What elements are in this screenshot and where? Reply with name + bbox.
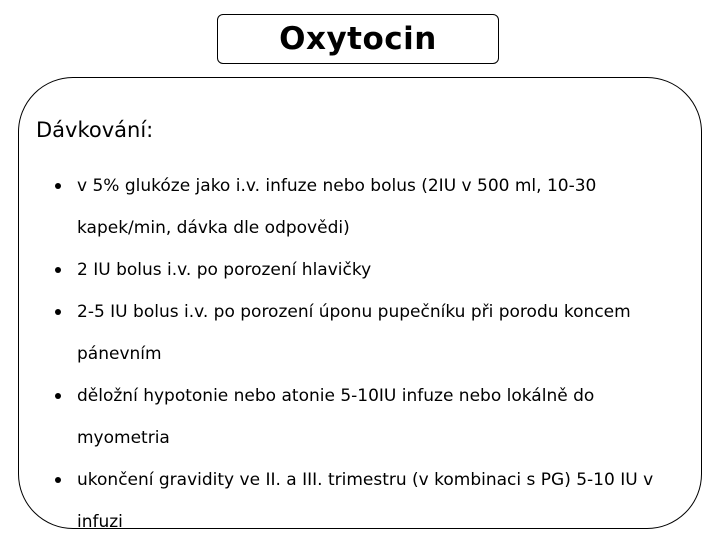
list-item [55,291,680,375]
bullet-list [55,165,680,543]
bullet-icon [55,183,61,189]
list-item [55,375,680,459]
bullet-icon [55,393,61,399]
bullet-icon [55,309,61,315]
list-item-text: ukončení gravidity ve II. a III. trimestru (v kombinaci s PG) 5-10 IU v infuzi [77,470,654,532]
list-item [55,459,680,543]
title-box [217,14,499,64]
slide-title: Oxytocin [279,21,437,57]
list-item-text: 2-5 IU bolus i.v. po porození úponu pupečníku při porodu koncem pánevním [77,302,631,364]
list-item-text: v 5% glukóze jako i.v. infuze nebo bolus (2IU v 500 ml, 10-30 kapek/min, dávka dle odpovědi) [77,176,597,238]
list-item [55,249,680,291]
bullet-icon [55,477,61,483]
bullet-icon [55,267,61,273]
list-item [55,165,680,249]
list-item-text: děložní hypotonie nebo atonie 5-10IU infuze nebo lokálně do myometria [77,386,595,448]
section-heading: Dávkování: [36,118,154,142]
list-item-text: 2 IU bolus i.v. po porození hlavičky [77,260,372,280]
